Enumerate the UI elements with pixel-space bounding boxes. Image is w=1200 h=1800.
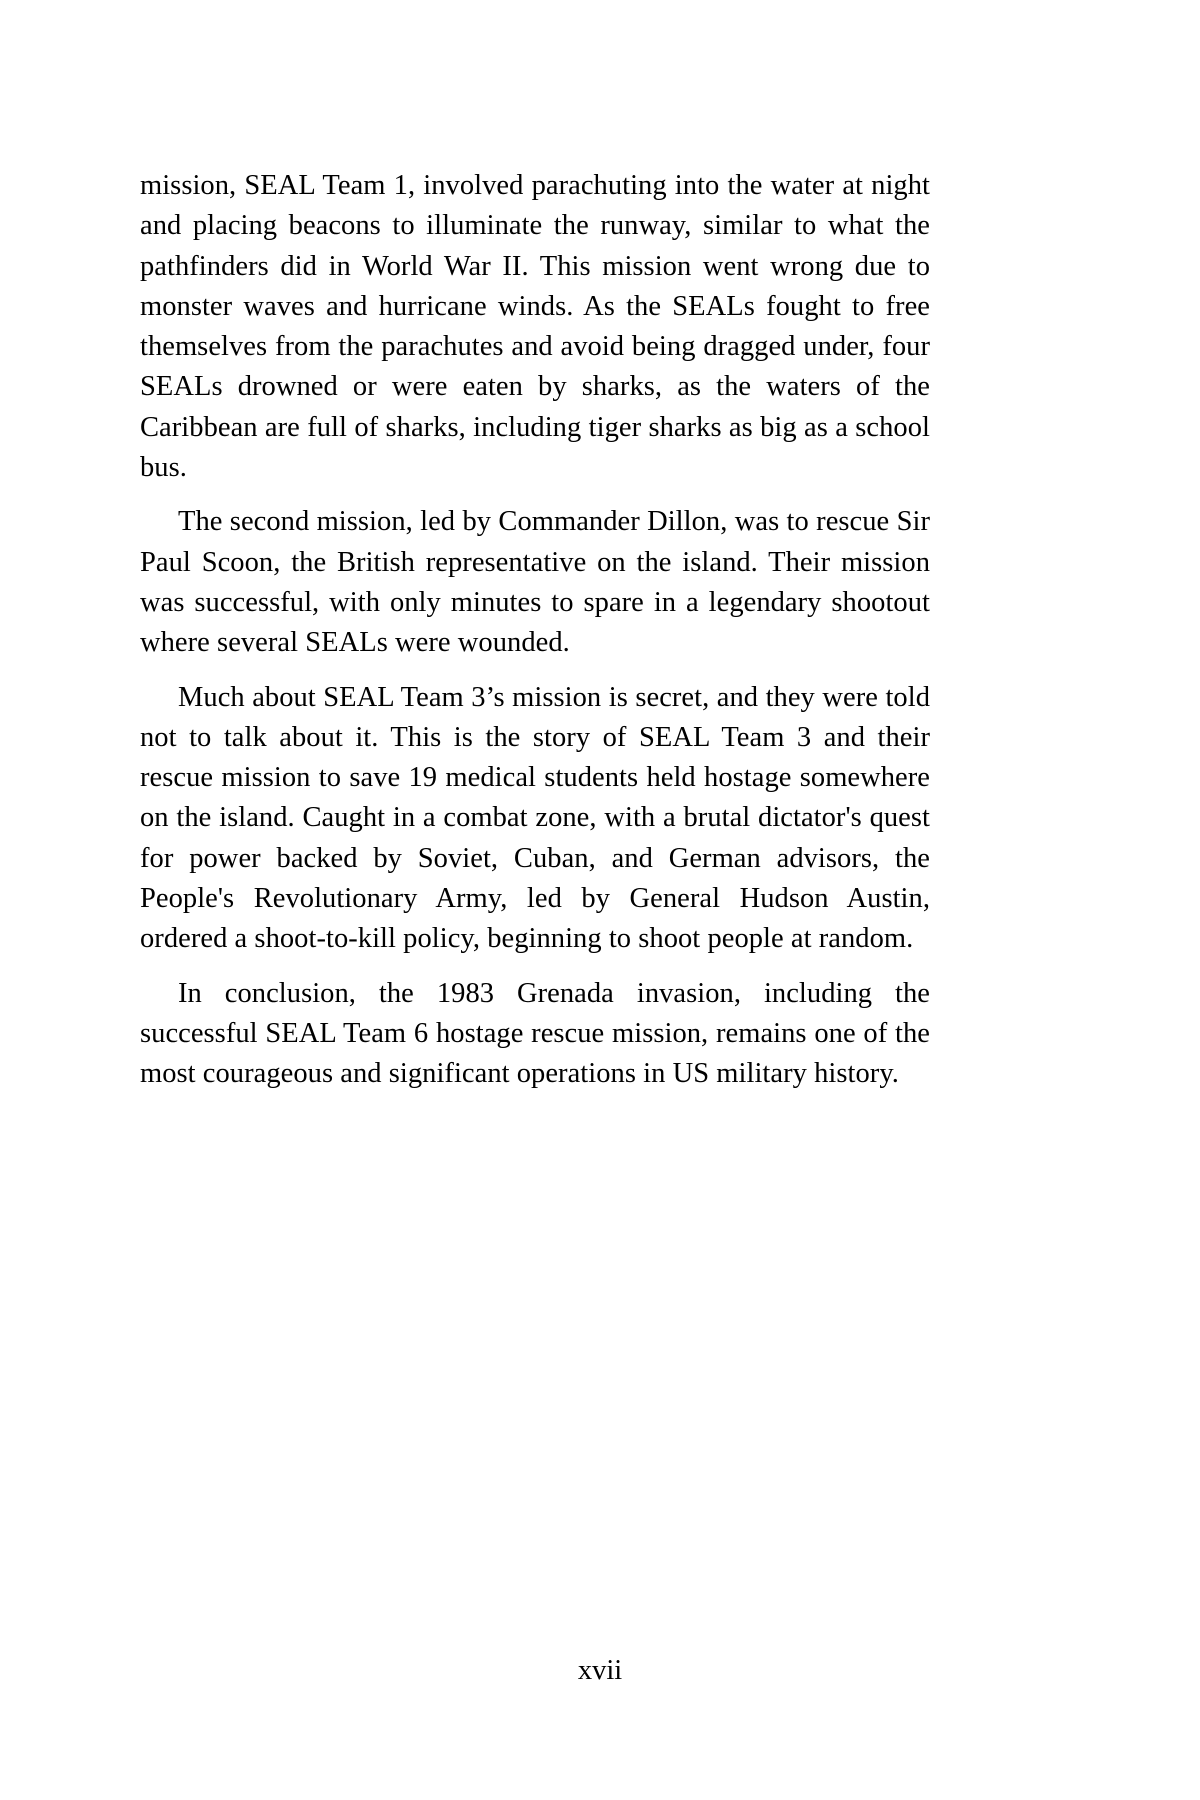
body-text-column (140, 166, 930, 1095)
paragraph-1: mission, SEAL Team 1, involved parachuting into the water at night and placing beacons to illuminate the runway, similar to what the pathfinders did in World War II. This mission went wrong due to monster waves and hurricane winds. As the SEALs fought to free themselves from the parachutes and avoid being dragged under, four SEALs drowned or were eaten by sharks, as the waters of the Caribbean are full of sharks, including tiger sharks as big as a school bus. (140, 170, 930, 484)
page-number: xvii (577, 1655, 623, 1686)
paragraph-3: Much about SEAL Team 3’s mission is secret, and they were told not to talk about it. This is the story of SEAL Team 3 and their rescue mission to save 19 medical students held hostage somewhere on the island. Caught in a combat zone, with a brutal dictator's quest for power backed by Soviet, Cuban, and German advisors, the People's Revolutionary Army, led by General Hudson Austin, ordered a shoot-to-kill policy, beginning to shoot people at random. (140, 681, 930, 955)
paragraph-4: In conclusion, the 1983 Grenada invasion, including the successful SEAL Team 6 hostage rescue mission, remains one of the most courageous and significant operations in US military history. (140, 977, 930, 1090)
paragraph-2: The second mission, led by Commander Dillon, was to rescue Sir Paul Scoon, the British representative on the island. Their mission was successful, with only minutes to spare in a legendary shootout where several SEALs were wounded. (140, 506, 930, 659)
